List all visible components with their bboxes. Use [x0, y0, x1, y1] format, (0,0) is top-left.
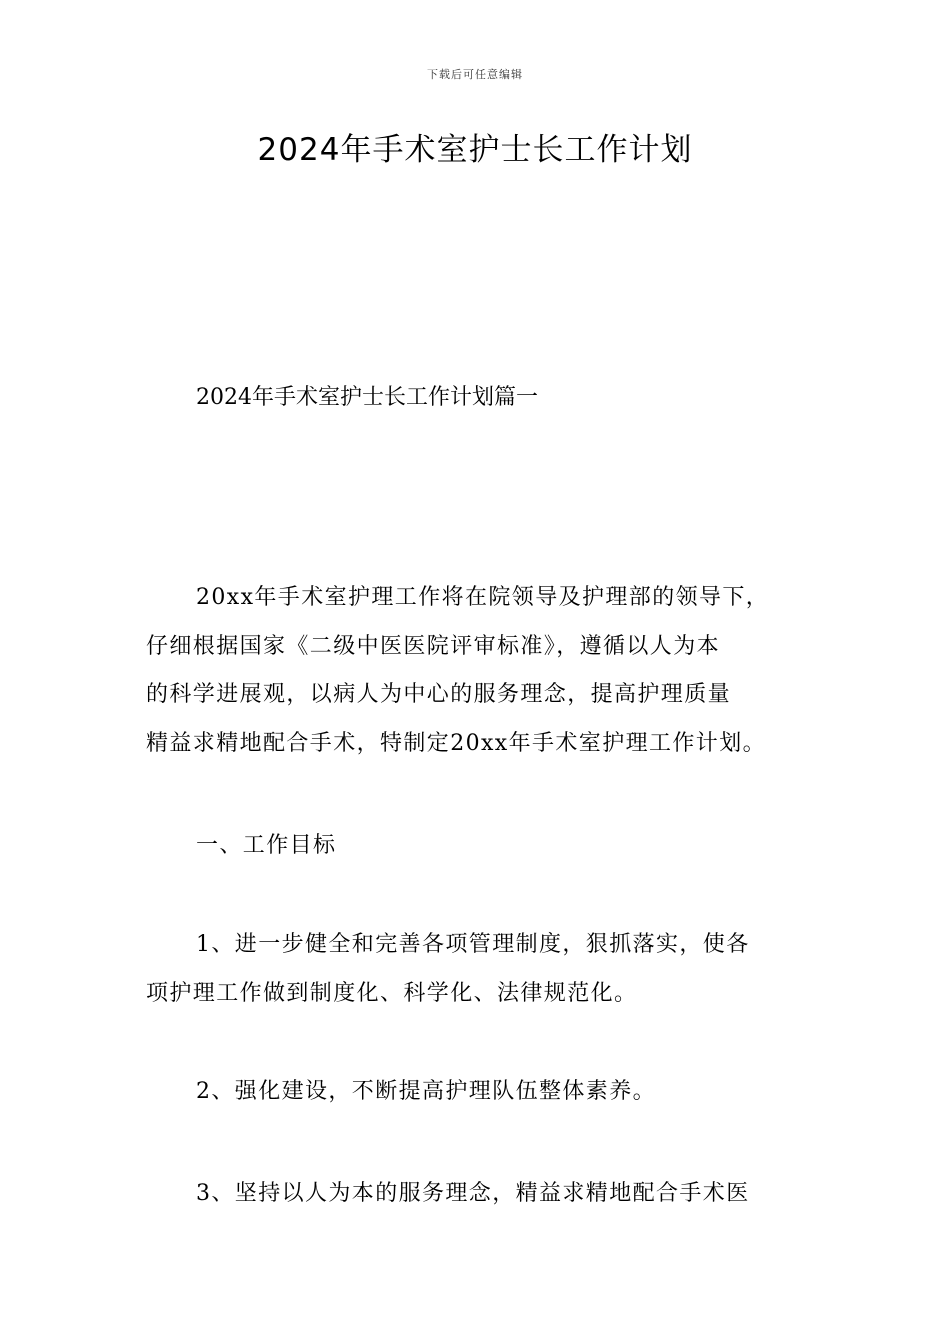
document-title: 2024年手术室护士长工作计划	[257, 132, 693, 168]
goal-item-2: 2、强化建设，不断提高护理队伍整体素养。	[196, 1079, 656, 1104]
intro-paragraph	[146, 574, 836, 768]
intro-line-1: 20xx年手术室护理工作将在院领导及护理部的领导下，	[196, 585, 770, 610]
intro-line-4: 精益求精地配合手术，特制定20xx年手术室护理工作计划。	[146, 730, 767, 756]
goal-item-1-line-2: 项护理工作做到制度化、科学化、法律规范化。	[146, 980, 638, 1006]
intro-line-2: 仔细根据国家《二级中医医院评审标准》，遵循以人为本	[146, 633, 721, 659]
header-note: 下载后可任意编辑	[427, 68, 523, 81]
intro-line-3: 的科学进展观，以病人为中心的服务理念，提高护理质量	[146, 682, 732, 707]
goal-item-1-line-1: 1、进一步健全和完善各项管理制度，狠抓落实，使各	[196, 932, 750, 957]
goal-item-1	[146, 921, 836, 1018]
goal-heading: 一、工作目标	[196, 833, 337, 858]
goal-item-3: 3、坚持以人为本的服务理念，精益求精地配合手术医	[196, 1181, 750, 1206]
section-title: 2024年手术室护士长工作计划篇一	[196, 385, 538, 410]
